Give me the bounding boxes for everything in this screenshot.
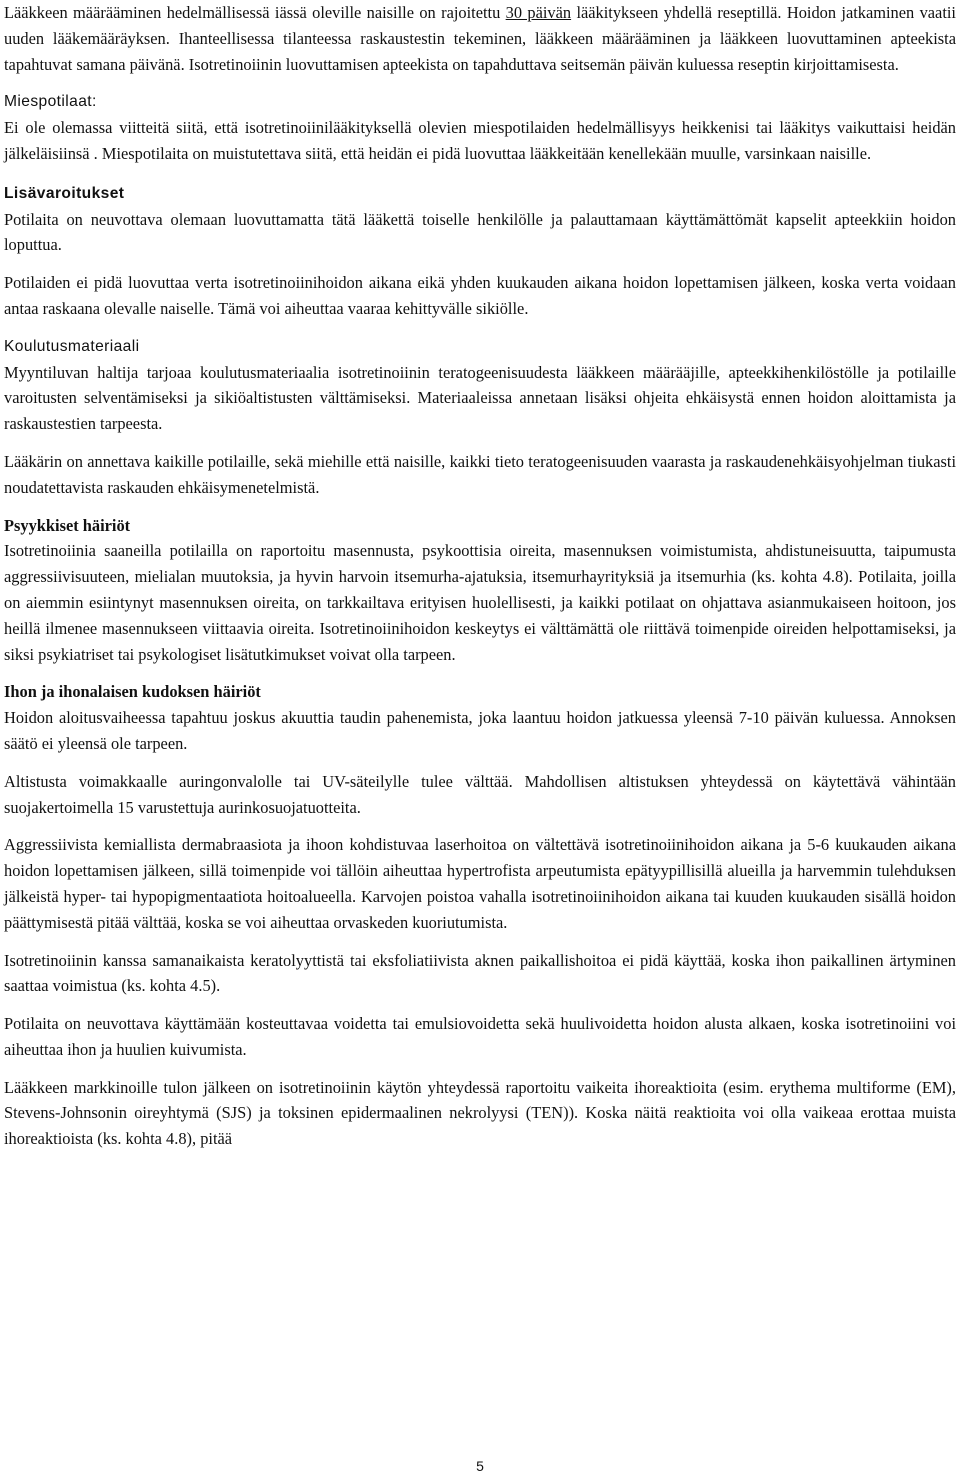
intro-paragraph: Lääkkeen määrääminen hedelmällisessä iässä oleville naisille on rajoitettu 30 päivän lääkitykseen yhdellä reseptillä. Hoidon jatkaminen vaatii uuden lääkemääräyksen. Ihanteellisessa tilanteessa raskaustestin tekeminen, lääkkeen määrääminen ja lääkkeen luovuttaminen apteekista tapahtuvat samana päivänä. Isotretinoiinin luovuttamisen apteekista on tapahduttava seitsemän päivän kuluessa reseptin kirjoittamisesta. [4, 3, 956, 74]
paragraph-iho-3: Aggressiivista kemiallista dermabraasiota ja ihoon kohdistuvaa laserhoitoa on vältettävä isotretinoiinihoidon aikana ja 5-6 kuukauden aikana hoidon lopettamisen jälkeen, sillä toimenpide voi tällöin aiheuttaa hypertrofista arpeutumista epätyypillisillä alueilla ja harvemmin tulehduksen jälkeistä hyper- tai hypopigmentaatiota hoitoalueella. Karvojen poistoa vahalla isotretinoiinihoidon aikana tai kuuden kuukauden sisällä hoidon päättymisestä pitää välttää, koska se voi aiheuttaa orvaskeden kuoriutumista. [4, 835, 956, 932]
paragraph-koulutusmateriaali-2: Lääkärin on annettava kaikille potilaille, sekä miehille että naisille, kaikki tieto teratogeenisuuden vaarasta ja raskaudenehkäisyohjelman tiukasti noudatettavista raskauden ehkäisymenetelmistä. [4, 451, 956, 497]
section-heading-psyykkiset: Psyykkiset häiriöt [4, 515, 131, 535]
paragraph-iho-1: Hoidon aloitusvaiheessa tapahtuu joskus akuuttia taudin pahenemista, joka laantuu hoidon jatkuessa yleensä 7-10 päivän kuluessa. Annoksen säätö ei yleensä ole tarpeen. [4, 708, 956, 753]
section-heading-iho: Ihon ja ihonalaisen kudoksen häiriöt [4, 682, 261, 702]
page-number: 5 [476, 1458, 484, 1474]
section-heading-koulutusmateriaali: Koulutusmateriaali [4, 337, 140, 355]
paragraph-iho-6: Lääkkeen markkinoille tulon jälkeen on isotretinoiinin käytön yhteydessä raportoitu vaikeita ihoreaktioita (esim. erythema multiforme (EM), Stevens-Johnsonin oireyhtymä (SJS) ja toksinen epidermaalinen nekrolyysi (TEN)). Koska näitä reaktioita voi olla vaikeaa erottaa muista ihoreaktioista (ks. kohta 4.8), pitää [4, 1077, 956, 1149]
duration-underlined: 30 päivän [505, 3, 572, 22]
paragraph-koulutusmateriaali-1: Myyntiluvan haltija tarjoaa koulutusmateriaalia isotretinoiinin teratogeenisuudesta lääkkeen määrääjille, apteekkihenkilöstölle ja potilaille varoitusten selventämiseksi ja sikiöaltistusten välttämiseksi. Materiaaleissa annetaan lisäksi ohjeita ehkäisystä ennen hoidon aloittamista ja raskaustestien tarpeesta. [4, 362, 956, 434]
paragraph-iho-5: Potilaita on neuvottava käyttämään kosteuttavaa voidetta tai emulsiovoidetta sekä huulivoidetta hoidon alusta alkaen, koska isotretinoiini voi aiheuttaa ihon ja huulien kuivumista. [4, 1014, 956, 1059]
paragraph-lisavaroitukset-2: Potilaiden ei pidä luovuttaa verta isotretinoiinihoidon aikana eikä yhden kuukauden aikana hoidon lopettamisen jälkeen, koska verta voidaan antaa raskaana olevalle naiselle. Tämä voi aiheuttaa vaaraa kehittyvälle sikiölle. [4, 273, 956, 318]
paragraph-lisavaroitukset-1: Potilaita on neuvottava olemaan luovuttamatta tätä lääkettä toiselle henkilölle ja palauttamaan käyttämättömät kapselit apteekkiin hoidon loputtua. [4, 209, 956, 255]
section-heading-lisavaroitukset: Lisävaroitukset [4, 184, 125, 202]
document-page [4, 0, 956, 1152]
paragraph-psyykkiset: Isotretinoiinia saaneilla potilailla on raportoitu masennusta, psykoottisia oireita, masennuksen voimistumista, ahdistuneisuutta, taipumusta aggressiivisuuteen, mielialan muutoksia, ja hyvin harvoin itsemurha-ajatuksia, itsemurhayrityksiä ja itsemurhia (ks. kohta 4.8). Potilaita, joilla on aiemmin esiintynyt masennuksen oireita, on tarkkailtava erityisen huolellisesti, ja kaikki potilaat on ohjattava asianmukaiseen hoitoon, jos heillä ilmenee masennukseen viittaavia oireita. Isotretinoiinihoidon keskeytys ei välttämättä ole riittävä toimenpide oireiden helpottamiseksi, ja siksi psykiatriset tai psykologiset lisätutkimukset voivat olla tarpeen. [4, 541, 956, 664]
section-heading-miespotilaat: Miespotilaat: [4, 93, 97, 111]
paragraph-miespotilaat: Ei ole olemassa viitteitä siitä, että isotretinoiinilääkityksellä olevien miespotilaiden hedelmällisyys heikkenisi tai lääkitys vaikuttaisi heidän jälkeläisiinsä . Miespotilaita on muistutettava siitä, että heidän ei pidä luovuttaa lääkkeitään kenellekään muulle, varsinkaan naisille. [4, 118, 956, 163]
paragraph-iho-2: Altistusta voimakkaalle auringonvalolle tai UV-säteilylle tulee välttää. Mahdollisen altistuksen yhteydessä on käytettävä vähintään suojakertoimella 15 varustettuja aurinkosuojatuotteita. [4, 771, 956, 817]
paragraph-iho-4: Isotretinoiinin kanssa samanaikaista keratolyyttistä tai eksfoliatiivista aknen paikallishoitoa ei pidä käyttää, koska ihon paikallinen ärtyminen saattaa voimistua (ks. kohta 4.5). [4, 950, 956, 996]
